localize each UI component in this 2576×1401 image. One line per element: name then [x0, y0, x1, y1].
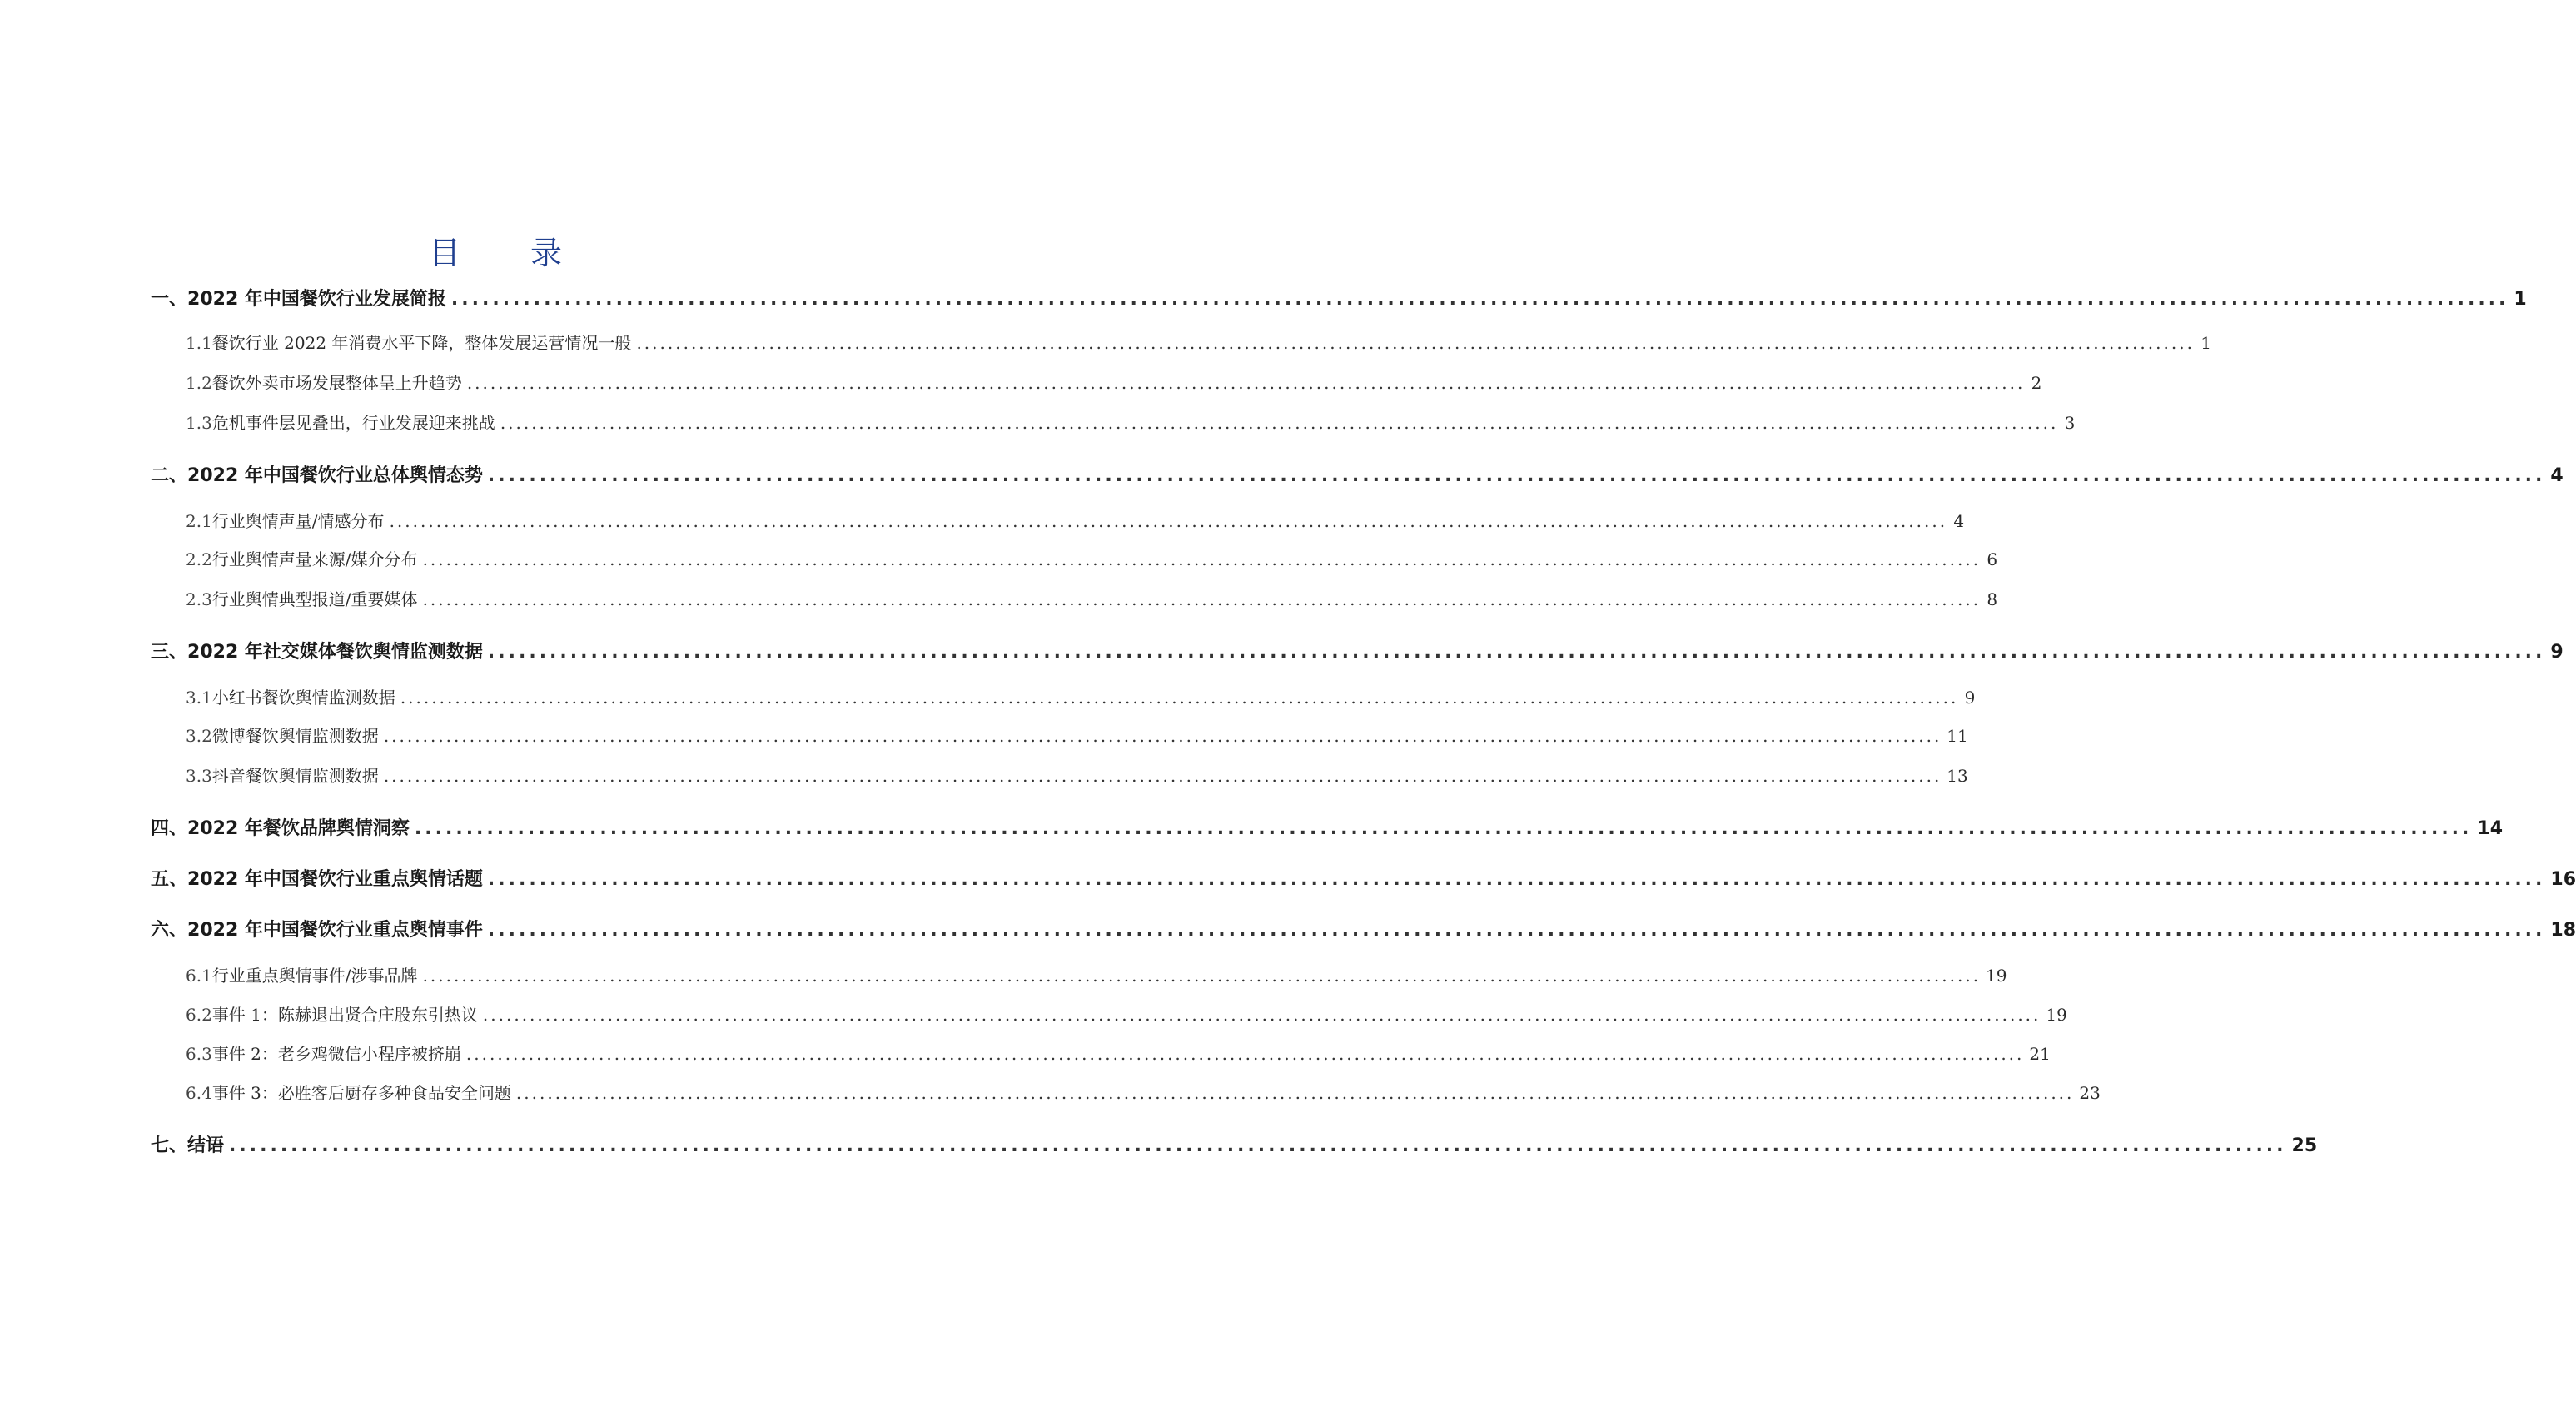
toc-entry-page: 11	[1947, 726, 1968, 746]
toc-entry[interactable]	[151, 814, 2504, 840]
toc-entry[interactable]	[186, 330, 2211, 354]
toc-title: 目 录	[428, 235, 593, 271]
toc-dot-leader: ........................................................................................................................................................................................................	[229, 1135, 2287, 1156]
toc-dot-leader: ........................................................................................................................................................................................................	[465, 1044, 2025, 1064]
toc-entry-page: 14	[2477, 818, 2504, 839]
toc-entry[interactable]	[151, 916, 2576, 941]
toc-entry[interactable]	[151, 865, 2576, 891]
toc-entry-number: 6.4	[186, 1083, 212, 1103]
toc-entry[interactable]	[151, 1131, 2318, 1157]
toc-entry-number: 一、	[151, 289, 188, 310]
toc-entry-title: 餐饮外卖市场发展整体呈上升趋势	[211, 373, 462, 393]
toc-entry[interactable]	[186, 1041, 2051, 1065]
toc-entry[interactable]	[186, 962, 2007, 986]
toc-entry-page: 1	[2514, 289, 2527, 310]
toc-entry-title: 行业重点舆情事件/涉事品牌	[211, 966, 418, 986]
toc-entry-title: 结语	[187, 1135, 225, 1156]
toc-dot-leader: ........................................................................................................................................................................................................	[636, 333, 2195, 353]
toc-entry[interactable]	[186, 763, 1968, 787]
toc-dot-leader: ........................................................................................................................................................................................................	[515, 1083, 2075, 1103]
toc-entry-page: 2	[2031, 373, 2042, 393]
toc-entry-title: 危机事件层见叠出，行业发展迎来挑战	[211, 413, 495, 433]
toc-entry-number: 1.3	[186, 413, 212, 433]
toc-entry-number: 四、	[151, 818, 188, 839]
toc-entry[interactable]	[151, 461, 2564, 487]
toc-dot-leader: ........................................................................................................................................................................................................	[383, 726, 1942, 746]
toc-dot-leader: ........................................................................................................................................................................................................	[400, 688, 1959, 708]
toc-entry-title: 2022 年中国餐饮行业重点舆情事件	[187, 920, 483, 941]
toc-entry-number: 五、	[151, 869, 188, 890]
toc-entry-number: 七、	[151, 1135, 188, 1156]
toc-dot-leader: ........................................................................................................................................................................................................	[383, 766, 1942, 786]
toc-entry-number: 2.3	[186, 589, 212, 609]
toc-dot-leader: ........................................................................................................................................................................................................	[422, 549, 1982, 569]
toc-entry-page: 4	[1953, 511, 1965, 531]
toc-entry-page: 16	[2550, 869, 2576, 890]
toc-dot-leader: ........................................................................................................................................................................................................	[466, 373, 2026, 393]
toc-entry-number: 二、	[151, 465, 188, 486]
toc-entry[interactable]	[186, 684, 1976, 708]
toc-entry[interactable]	[186, 508, 1965, 532]
toc-dot-leader: ........................................................................................................................................................................................................	[487, 920, 2546, 941]
toc-entry-title: 微博餐饮舆情监测数据	[211, 726, 379, 746]
toc-entry-number: 6.1	[186, 966, 212, 986]
toc-entry-title: 餐饮行业 2022 年消费水平下降，整体发展运营情况一般	[211, 333, 632, 353]
toc-entry-title: 行业舆情声量/情感分布	[211, 511, 385, 531]
toc-entry-number: 3.2	[186, 726, 212, 746]
toc-entry-page: 9	[2550, 642, 2564, 663]
toc-entry-page: 4	[2550, 465, 2564, 486]
toc-entry-number: 6.2	[186, 1005, 212, 1025]
toc-entry-title: 小红书餐饮舆情监测数据	[211, 688, 395, 708]
toc-entry-page: 1	[2201, 333, 2211, 353]
toc-entry-page: 21	[2029, 1044, 2051, 1064]
toc-dot-leader: ........................................................................................................................................................................................................	[487, 869, 2546, 890]
toc-entry-number: 2.2	[186, 549, 212, 569]
toc-entry[interactable]	[151, 638, 2564, 663]
toc-entry-page: 25	[2291, 1135, 2318, 1156]
toc-entry-title: 2022 年中国餐饮行业总体舆情态势	[187, 465, 483, 486]
toc-dot-leader: ........................................................................................................................................................................................................	[414, 818, 2473, 839]
toc-entry[interactable]	[186, 723, 1968, 747]
toc-entry-number: 1.2	[186, 373, 212, 393]
toc-entry-title: 2022 年餐饮品牌舆情洞察	[187, 818, 410, 839]
toc-entry[interactable]	[186, 1080, 2101, 1104]
toc-dot-leader: ........................................................................................................................................................................................................	[482, 1005, 2041, 1025]
toc-entry-title: 抖音餐饮舆情监测数据	[211, 766, 379, 786]
toc-entry-title: 事件 3：必胜客后厨存多种食品安全问题	[211, 1083, 511, 1103]
toc-entry-page: 9	[1964, 688, 1976, 708]
toc-entry[interactable]	[186, 546, 1998, 570]
toc-dot-leader: ........................................................................................................................................................................................................	[487, 465, 2546, 486]
toc-entry-page: 3	[2064, 413, 2076, 433]
toc-entry-number: 3.3	[186, 766, 212, 786]
toc-entry-title: 事件 1：陈赫退出贤合庄股东引热议	[211, 1005, 478, 1025]
toc-entry-number: 6.3	[186, 1044, 212, 1064]
toc-dot-leader: ........................................................................................................................................................................................................	[500, 413, 2059, 433]
toc-entry-title: 行业舆情典型报道/重要媒体	[211, 589, 418, 609]
toc-entry-title: 2022 年中国餐饮行业重点舆情话题	[187, 869, 483, 890]
toc-entry-page: 13	[1947, 766, 1968, 786]
toc-entry-title: 事件 2：老乡鸡微信小程序被挤崩	[211, 1044, 461, 1064]
toc-dot-leader: ........................................................................................................................................................................................................	[389, 511, 1948, 531]
toc-entry-number: 1.1	[186, 333, 212, 353]
toc-entry-number: 2.1	[186, 511, 212, 531]
toc-entry-title: 2022 年中国餐饮行业发展简报	[187, 289, 446, 310]
toc-entry-title: 2022 年社交媒体餐饮舆情监测数据	[187, 642, 483, 663]
toc-dot-leader: ........................................................................................................................................................................................................	[487, 642, 2546, 663]
toc-entry-page: 19	[2046, 1005, 2067, 1025]
toc-dot-leader: ........................................................................................................................................................................................................	[422, 966, 1982, 986]
toc-entry-page: 19	[1986, 966, 2007, 986]
toc-entry-page: 8	[1987, 589, 1998, 609]
toc-entry-page: 23	[2079, 1083, 2101, 1103]
toc-dot-leader: ........................................................................................................................................................................................................	[422, 589, 1982, 609]
toc-entry-page: 18	[2550, 920, 2576, 941]
toc-entry[interactable]	[186, 370, 2042, 394]
toc-entry-title: 行业舆情声量来源/媒介分布	[211, 549, 418, 569]
toc-entry[interactable]	[151, 285, 2527, 311]
toc-entry-number: 3.1	[186, 688, 212, 708]
toc-entry[interactable]	[186, 410, 2076, 434]
toc-entry[interactable]	[186, 1001, 2067, 1026]
toc-entry[interactable]	[186, 586, 1998, 610]
toc-dot-leader: ........................................................................................................................................................................................................	[450, 289, 2509, 310]
toc-entry-number: 六、	[151, 920, 188, 941]
toc-entry-page: 6	[1987, 549, 1998, 569]
toc-entry-number: 三、	[151, 642, 188, 663]
